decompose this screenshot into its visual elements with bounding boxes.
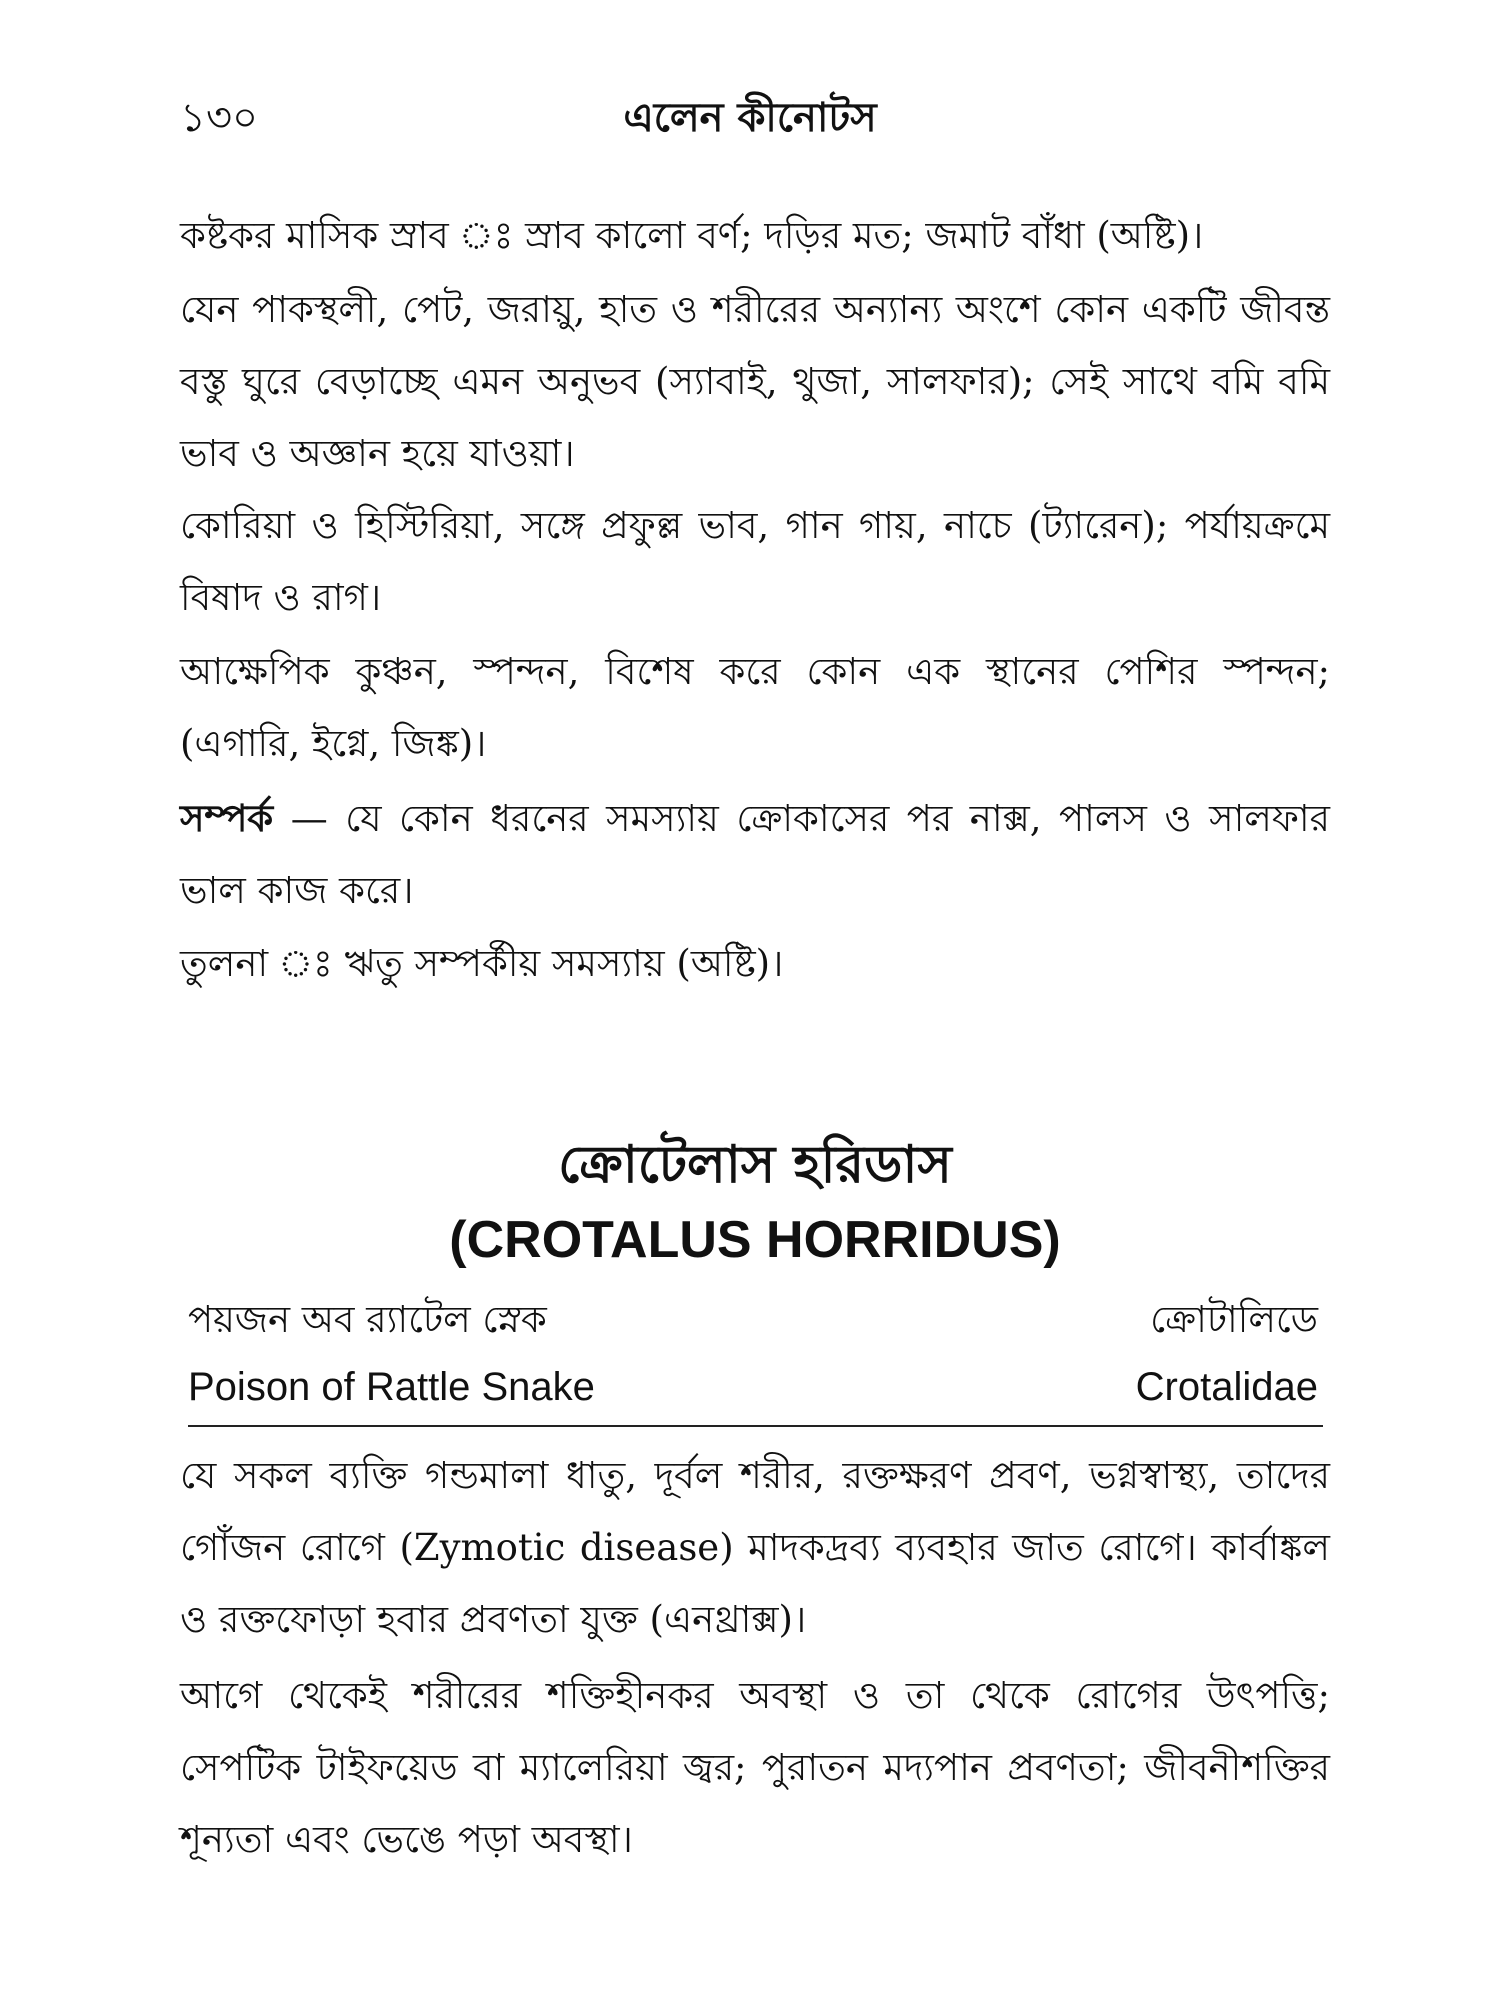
page-number: ১৩০ (180, 95, 258, 141)
paragraph-debility: আগে থেকেই শরীরের শক্তিহীনকর অবস্থা ও তা থেকে রোগের উৎপত্তি; সেপটিক টাইফয়েড বা ম্যালেরিয়া জ্বর; পুরাতন মদ্যপান প্রবণতা; জীবনীশক্তির শূন্যতা এবং ভেঙে পড়া অবস্থা। (180, 1674, 1330, 1861)
remedy-source-bengali: পয়জন অব র‍্যাটেল স্নেক (188, 1298, 547, 1341)
paragraph-spasm: আক্ষেপিক কুঞ্চন, স্পন্দন, বিশেষ করে কোন এক স্থানের পেশির স্পন্দন; (এগারি, ইগ্নে, জিঙ্ক)। (180, 650, 1330, 765)
remedy-source-row-english (188, 1352, 1318, 1422)
remedy-source-english: Poison of Rattle Snake (188, 1365, 595, 1409)
remedy-source-row-bengali (188, 1285, 1318, 1355)
relation-term: সম্পর্ক (180, 796, 274, 840)
paragraph-menstruation: কষ্টকর মাসিক স্রাব ঃ স্রাব কালো বর্ণ; দড়ির মত; জমাট বাঁধা (অষ্টি)। (180, 214, 1204, 257)
relation-text: — যে কোন ধরনের সমস্যায় ক্রোকাসের পর নাক্স, পালস ও সালফার ভাল কাজ করে। (180, 797, 1330, 912)
remedy-title-english: (CROTALUS HORRIDUS) (449, 1211, 1061, 1269)
running-title: এলেন কীনোটস (623, 94, 877, 141)
paragraph-chorea: কোরিয়া ও হিস্টিরিয়া, সঙ্গে প্রফুল্ল ভাব, গান গায়, নাচে (ট্যারেন); পর্যায়ক্রমে বিষাদ ও রাগ। (180, 504, 1330, 619)
paragraph-living-sensation: যেন পাকস্থলী, পেট, জরায়ু, হাত ও শরীরের অন্যান্য অংশে কোন একটি জীবন্ত বস্তু ঘুরে বেড়াচ্ছে এমন অনুভব (স্যাবাই, থুজা, সালফার); সেই সাথে বমি বমি ভাব ও অজ্ঞান হয়ে যাওয়া। (180, 288, 1330, 475)
remedy-family-bengali: ক্রোটালিডে (1150, 1298, 1318, 1341)
paragraph-compare: তুলনা ঃ ঋতু সম্পর্কীয় সমস্যায় (অষ্টি)। (180, 942, 784, 985)
remedy-family-english: Crotalidae (1135, 1365, 1318, 1409)
remedy-title-bengali: ক্রোটেলাস হরিডাস (558, 1134, 952, 1195)
page-header (180, 88, 1320, 148)
paragraph-constitution: যে সকল ব্যক্তি গন্ডমালা ধাতু, দূর্বল শরীর, রক্তক্ষরণ প্রবণ, ভগ্নস্বাস্থ্য, তাদের গোঁজন রোগে (Zymotic disease) মাদকদ্রব্য ব্যবহার জাত রোগে। কার্বাঙ্কল ও রক্তফোড়া হবার প্রবণতা যুক্ত (এনথ্রাক্স)। (180, 1454, 1330, 1641)
paragraph-relation (180, 782, 1330, 927)
divider-line (188, 1425, 1323, 1427)
